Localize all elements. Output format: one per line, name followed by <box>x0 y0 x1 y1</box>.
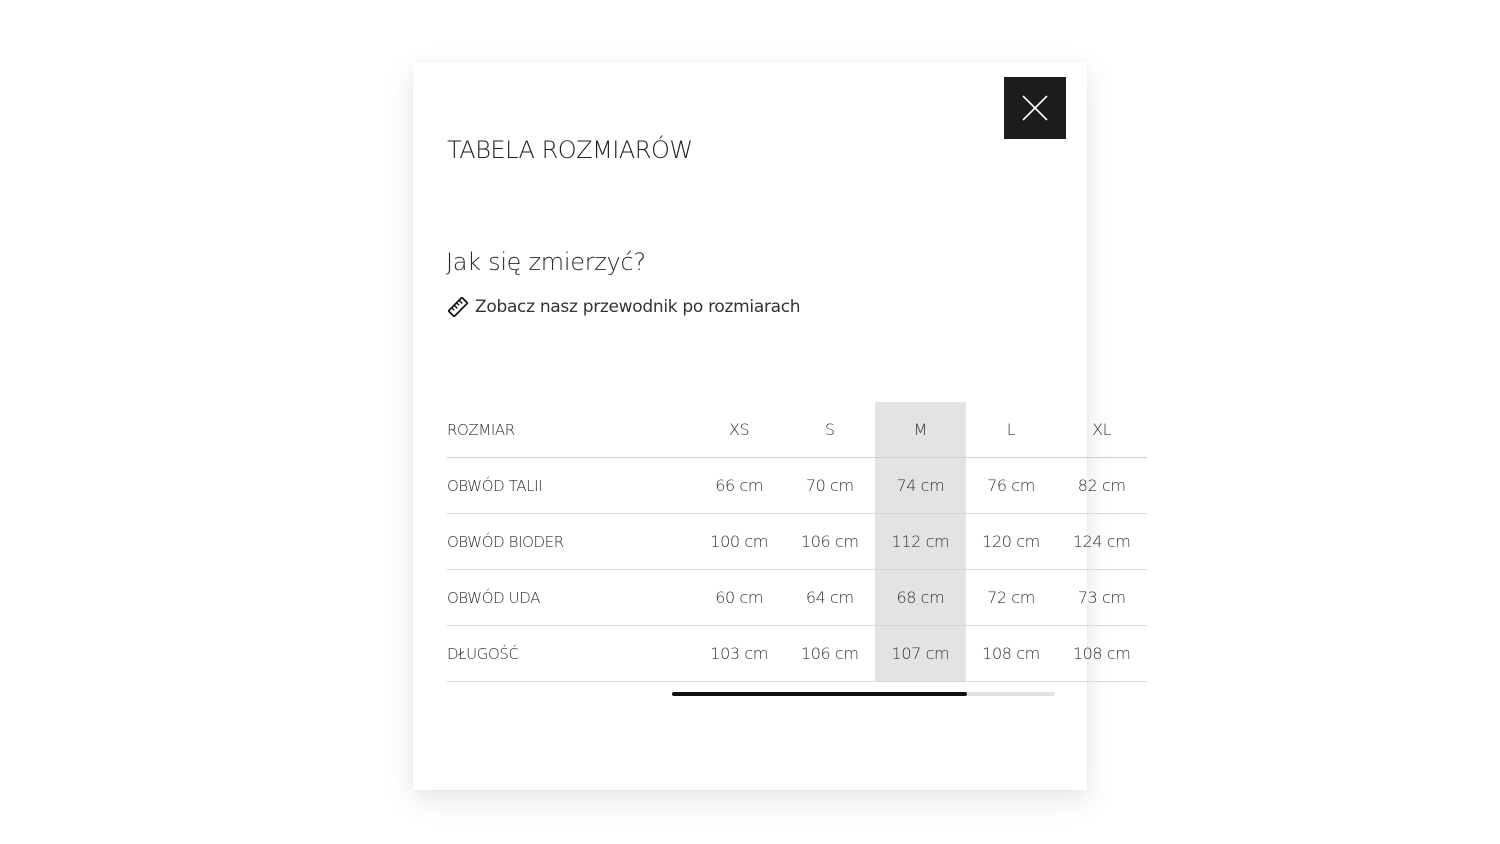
measurement-value: 108 cm <box>966 626 1057 682</box>
size-header-row <box>447 402 1147 458</box>
measurement-value: 60 cm <box>694 570 785 626</box>
measurement-value: 70 cm <box>784 458 875 514</box>
table-row <box>447 626 1147 682</box>
measurement-value: 106 cm <box>784 626 875 682</box>
measurement-value: 76 cm <box>966 458 1057 514</box>
measurement-value-selected: 68 cm <box>875 570 966 626</box>
measurement-value: 103 cm <box>694 626 785 682</box>
measurement-value: 64 cm <box>784 570 875 626</box>
size-header-label: ROZMIAR <box>447 402 694 458</box>
close-button[interactable] <box>1004 77 1066 139</box>
measurement-value: 66 cm <box>694 458 785 514</box>
modal-title: TABELA ROZMIARÓW <box>447 136 693 164</box>
measurement-value: 124 cm <box>1056 514 1147 570</box>
measurement-label: OBWÓD BIODER <box>447 514 694 570</box>
measure-heading: Jak się zmierzyć? <box>446 248 646 276</box>
table-row <box>447 458 1147 514</box>
measurement-value-selected: 74 cm <box>875 458 966 514</box>
measurement-value: 106 cm <box>784 514 875 570</box>
measurement-value: 108 cm <box>1056 626 1147 682</box>
measurement-label: OBWÓD TALII <box>447 458 694 514</box>
horizontal-scrollbar-track[interactable] <box>672 692 1055 696</box>
measurement-label: OBWÓD UDA <box>447 570 694 626</box>
measurement-label: DŁUGOŚĆ <box>447 626 694 682</box>
size-column-header: XL <box>1056 402 1147 458</box>
measurement-value: 120 cm <box>966 514 1057 570</box>
size-column-header-selected: M <box>875 402 966 458</box>
measurement-value-selected: 107 cm <box>875 626 966 682</box>
measurement-value: 72 cm <box>966 570 1057 626</box>
measurement-value-selected: 112 cm <box>875 514 966 570</box>
measurement-value: 73 cm <box>1056 570 1147 626</box>
table-row <box>447 570 1147 626</box>
measurement-value: 100 cm <box>694 514 785 570</box>
table-row <box>447 514 1147 570</box>
size-guide-link[interactable] <box>447 296 800 318</box>
size-chart-modal <box>413 62 1131 790</box>
size-table-scroll-area[interactable] <box>447 402 1131 682</box>
size-guide-label: Zobacz nasz przewodnik po rozmiarach <box>475 297 801 317</box>
size-column-header: XS <box>694 402 785 458</box>
ruler-icon <box>447 296 469 318</box>
measurement-value: 82 cm <box>1056 458 1147 514</box>
close-icon <box>1022 95 1048 121</box>
size-column-header: S <box>784 402 875 458</box>
size-table <box>447 402 1147 682</box>
size-column-header: L <box>966 402 1057 458</box>
horizontal-scrollbar-thumb[interactable] <box>672 692 967 696</box>
